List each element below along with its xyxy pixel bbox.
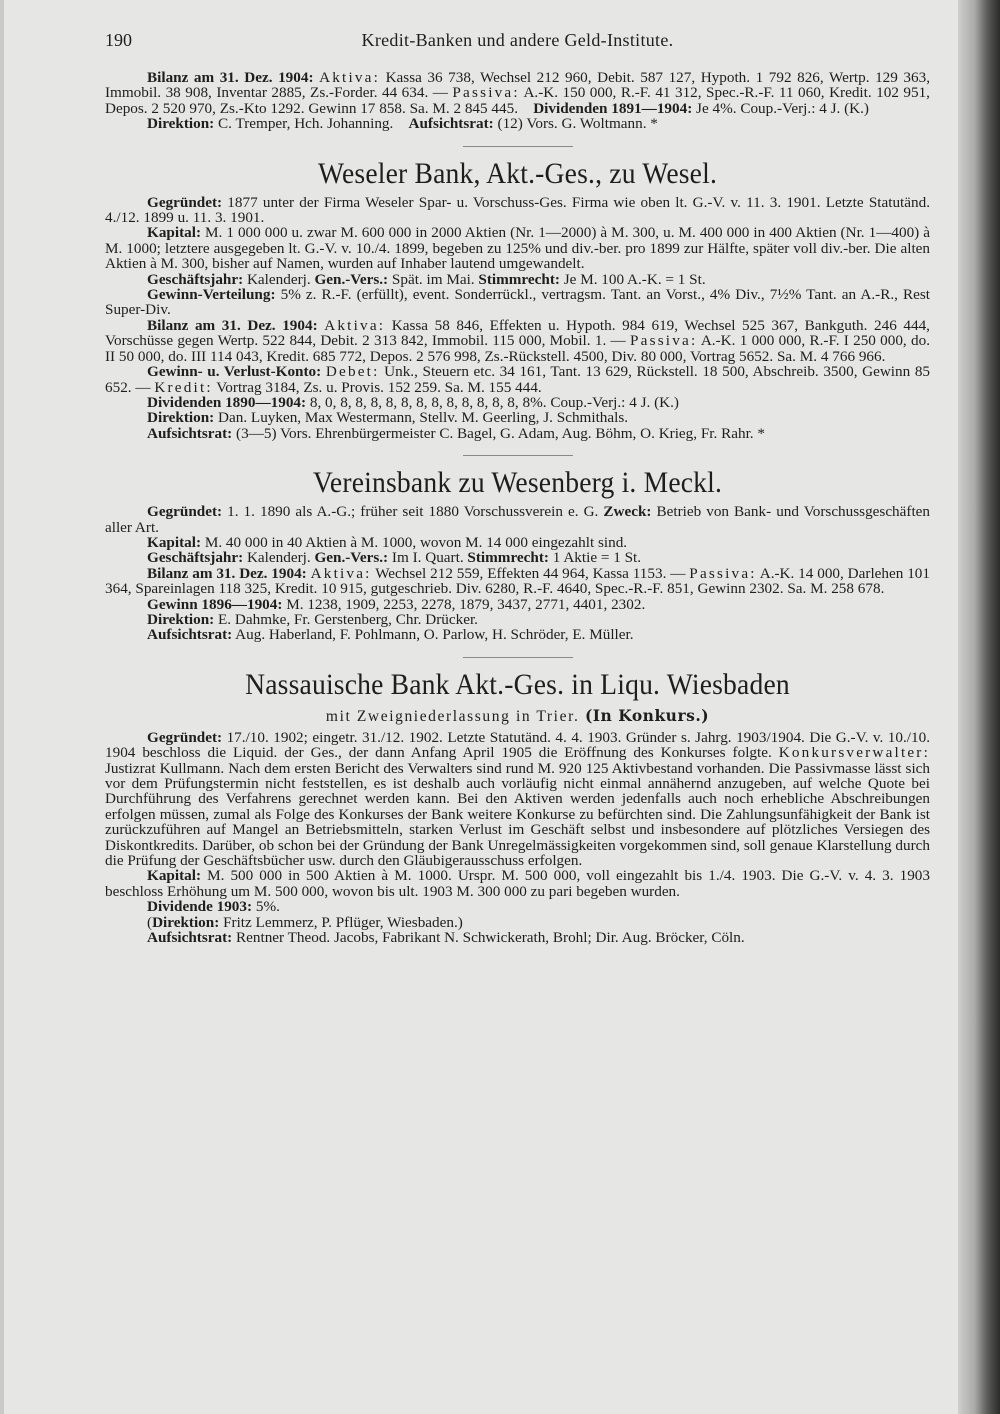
field-text: (12) Vors. G. Woltmann. * (493, 115, 658, 133)
entry-paragraph (105, 867, 934, 900)
entry-paragraph (105, 899, 930, 914)
field-label: Direktion: (147, 409, 215, 427)
field-label: Dividenden 1891—1904: (533, 99, 693, 117)
entry-paragraph (105, 550, 930, 565)
field-text: 5% z. R.-F. (erfüllt), event. Sonderrückl., vertragsm. Tant. an Vorst., 4% Div., 7½% Tant. an A.-R., Rest Super-Div. (105, 286, 934, 319)
running-header (105, 30, 930, 54)
field-text: Betrieb von Bank- und Vorschussgeschäften aller Art. (105, 503, 934, 536)
field-label: Kapital: (147, 224, 202, 242)
entry-paragraph (105, 286, 934, 319)
field-label: Direktion: (147, 610, 215, 628)
spaced-label: Aktiva: (310, 564, 372, 582)
field-label: Gewinn- u. Verlust-Konto: (147, 363, 322, 381)
field-label: Aufsichtsrat: (408, 115, 494, 133)
field-text: 8, 0, 8, 8, 8, 8, 8, 8, 8, 8, 8, 8, 8, 8, 8%. Coup.-Verj.: 4 J. (K.) (306, 393, 679, 411)
field-text: Wechsel 212 559, Effekten 44 964, Kassa 1153. — (371, 564, 690, 582)
company-title: Nassauische Bank Akt.-Ges. in Liqu. Wiesbaden (245, 667, 790, 701)
field-text: M. 1238, 1909, 2253, 2278, 1879, 3437, 2771, 4401, 2302. (282, 595, 646, 613)
field-text: M. 1 000 000 u. zwar M. 600 000 in 2000 Aktien (Nr. 1—2000) à M. 300, u. M. 400 000 in 400 Aktien (Nr. 1—400) à M. 1000; letztere ausgegeben lt. G.-V. v. 10./4. 1899, begeben zu 125% und div.-ber. pro 1899 zur Hälfte, später voll div.-ber. Die alten Aktien à M. 300, bisher auf Namen, wurden auf Inhaber lautend umgewandelt. (105, 224, 934, 273)
company-entry (105, 69, 934, 133)
company-entry (105, 667, 934, 947)
spaced-label: Aktiva: (319, 69, 381, 86)
entry-paragraph (105, 410, 930, 425)
entry-paragraph (105, 915, 930, 930)
scan-left-edge (0, 0, 4, 1414)
entry-paragraph (105, 930, 930, 945)
entry-paragraph (105, 535, 930, 550)
field-label: Dividende 1903: (147, 898, 253, 916)
field-label: Gewinn 1896—1904: (147, 595, 283, 613)
field-text: Dan. Luyken, Max Westermann, Stellv. M. Geerling, J. Schmithals. (214, 409, 629, 427)
field-text: Spät. im Mai. (388, 270, 479, 288)
entry-paragraph (105, 395, 930, 410)
field-label: Gegründet: (147, 503, 223, 521)
entry-paragraph (105, 69, 934, 117)
field-text: Je 4%. Coup.-Verj.: 4 J. (K.) (692, 99, 869, 117)
spaced-label: Konkursverwalter: (778, 744, 930, 762)
field-label: Direktion: (152, 913, 220, 931)
field-text: (3—5) Vors. Ehrenbürgermeister C. Bagel, G. Adam, Aug. Böhm, O. Krieg, Fr. Rahr. * (232, 424, 765, 442)
company-subtitle (105, 706, 930, 727)
spaced-label: Kredit: (154, 378, 213, 396)
field-label: Gen.-Vers.: (314, 549, 389, 567)
entry-paragraph (105, 272, 930, 287)
field-text: Im I. Quart. (388, 549, 468, 567)
field-text: Je M. 100 A.-K. = 1 St. (559, 270, 706, 288)
field-label: Kapital: (147, 533, 202, 551)
entry-paragraph (105, 503, 934, 536)
field-text: ( (147, 913, 153, 931)
field-label: Gewinn-Verteilung: (147, 286, 276, 304)
field-label: Zweck: (603, 503, 652, 521)
field-label: Gen.-Vers.: (314, 270, 389, 288)
field-text: Rentner Theod. Jacobs, Fabrikant N. Schwickerath, Brohl; Dir. Aug. Bröcker, Cöln. (232, 929, 745, 947)
section-divider (463, 455, 573, 456)
spaced-label: Aktiva: (324, 316, 386, 334)
company-title: Vereinsbank zu Wesenberg i. Meckl. (312, 466, 723, 500)
field-text: 17./10. 1902; eingetr. 31./12. 1902. Letzte Statutänd. 4. 4. 1903. Gründer s. Jahrg. 1903/1904. Die G.-V. v. 10./10. 1904 beschloss die Liquid. der Ges., der dann Anfang April 1905 die Eröffnung des Konkurses folgte. (105, 728, 934, 762)
field-label: Geschäftsjahr: (147, 549, 244, 567)
field-text: Unk., Steuern etc. 34 161, Tant. 13 629, Rückstell. 18 500, Abschreib. 3500, Gewinn 85 652. — (105, 363, 934, 396)
section-divider (463, 657, 573, 658)
entry-paragraph (105, 316, 934, 365)
company-title: Weseler Bank, Akt.-Ges., zu Wesel. (317, 156, 718, 190)
section-divider (463, 146, 573, 147)
field-label: Direktion: (147, 115, 215, 133)
field-label: Gegründet: (147, 193, 223, 211)
field-text: E. Dahmke, Fr. Gerstenberg, Chr. Drücker. (214, 610, 478, 628)
field-text: A.-K. 14 000, Darlehen 101 364, Spareinlagen 118 325, Kredit. 10 915, gutgeschrieb. Div. 6280, R.-F. 4640, Spec.-R.-F. 851, Gewinn 2302. Sa. M. 258 678. (105, 564, 934, 598)
field-text: Fritz Lemmerz, P. Pflüger, Wiesbaden.) (219, 913, 463, 931)
status-badge: (In Konkurs.) (584, 705, 710, 725)
field-text: 1. 1. 1890 als A.-G.; früher seit 1880 Vorschussverein e. G. (222, 503, 604, 521)
field-label: Geschäftsjahr: (147, 270, 244, 288)
entry-paragraph (105, 612, 930, 627)
field-label: Dividenden 1890—1904: (147, 393, 307, 411)
field-label: Stimmrecht: (467, 549, 549, 567)
subtitle-text: mit Zweigniederlassung in Trier. (325, 707, 580, 725)
field-text: Aug. Haberland, F. Pohlmann, O. Parlow, H. Schröder, E. Müller. (232, 626, 634, 644)
field-label: Kapital: (147, 867, 202, 885)
running-title: Kredit-Banken und andere Geld-Institute. (361, 30, 674, 50)
page-content (105, 69, 934, 947)
field-text: M. 40 000 in 40 Aktien à M. 1000, wovon M. 14 000 eingezahlt sind. (201, 533, 628, 551)
spaced-label: Passiva: (452, 84, 520, 102)
spaced-label: Passiva: (689, 564, 757, 582)
entry-paragraph (105, 193, 934, 227)
field-text: Kassa 36 738, Wechsel 212 960, Debit. 587 127, Hypoth. 1 792 826, Wertp. 129 363, Immobil. 38 908, Inventar 2885, Zs.-Forder. 44 634. — (105, 69, 934, 102)
spaced-label: Debet: (325, 363, 380, 381)
field-text: 1 Aktie = 1 St. (548, 549, 642, 567)
field-label: Bilanz am 31. Dez. 1904: (147, 564, 307, 582)
field-text: 5%. (252, 898, 280, 916)
field-text: Kalenderj. (243, 549, 315, 567)
field-label: Gegründet: (147, 728, 223, 746)
spaced-label: Passiva: (630, 332, 698, 350)
field-text: Vortrag 3184, Zs. u. Provis. 152 259. Sa. M. 155 444. (212, 378, 542, 396)
field-label: Bilanz am 31. Dez. 1904: (147, 316, 318, 334)
entry-paragraph (105, 564, 934, 598)
field-text: Justizrat Kullmann. Nach dem ersten Bericht des Verwalters sind rund M. 920 125 Aktivbestand vorhanden. Die Passivmasse lässt sich vor dem Prüfungstermin nicht feststellen, es ist deshalb auch vorläufig nicht einmal annähernd anzugeben, auf welche Quote bei Durchführung des Verfahrens gerechnet werden kann. Bei den Aktiven werden jedenfalls auch noch erhebliche Abschreibungen erfolgen müssen, zumal als Folge des Konkurses der Bank weitere Konkurse zu befürchten sind. Die Zahlungsunfähigkeit der Bank ist zurückzuführen auf Mangel an Betriebsmitteln, starken Verlust im Geschäft selbst und insbesondere auf plötzliches Versiegen des Diskontkredits. Darüber, ob schon bei der Gründung der Bank Unregelmässigkeiten vorgekommen sind, soll genaue Klarstellung durch die Prüfung der Geschäftsbücher usw. durch den Gläubigerausschuss erfolgen. (105, 744, 934, 870)
field-label: Aufsichtsrat: (147, 626, 233, 644)
entry-paragraph (105, 728, 934, 870)
entry-paragraph (105, 116, 930, 131)
entry-paragraph (105, 426, 930, 441)
company-entry (105, 466, 934, 644)
field-text: 1877 unter der Firma Weseler Spar- u. Vorschuss-Ges. Firma wie oben lt. G.-V. v. 11. 3. 1901. Letzte Statutänd. 4./12. 1899 u. 11. 3. 1901. (105, 193, 934, 227)
entry-paragraph (105, 363, 934, 396)
company-entry (105, 156, 934, 442)
field-label: Bilanz am 31. Dez. 1904: (147, 69, 314, 86)
field-label: Aufsichtsrat: (147, 929, 233, 947)
field-label: Stimmrecht: (478, 270, 560, 288)
entry-paragraph (105, 224, 934, 273)
field-text: A.-K. 150 000, R.-F. 41 312, Spec.-R.-F. 11 060, Kredit. 102 951, Depos. 2 520 970, Zs.-Kto 1292. Gewinn 17 858. Sa. M. 2 845 445. (105, 84, 934, 117)
field-text: M. 500 000 in 500 Aktien à M. 1000. Urspr. M. 500 000, voll eingezahlt bis 1./4. 1903. Die G.-V. v. 4. 3. 1903 beschloss Erhöhung um M. 500 000, wovon bis ult. 1903 M. 300 000 zu pari begeben wurden. (105, 867, 934, 900)
page-number: 190 (105, 30, 132, 50)
field-text: Kalenderj. (243, 270, 315, 288)
entry-paragraph (105, 627, 930, 642)
entry-paragraph (105, 597, 930, 612)
field-text: Kassa 58 846, Effekten u. Hypoth. 984 619, Wechsel 525 367, Bankguth. 246 444, Vorschüsse gegen Wertp. 522 844, Debit. 2 313 842, Immobil. 115 000, Mobil. 1. — (105, 316, 934, 350)
field-text: A.-K. 1 000 000, R.-F. I 250 000, do. II 50 000, do. III 114 043, Kredit. 685 772, Depos. 2 576 998, Zs.-Rückstell. 4500, Div. 80 000, Vortrag 5652. Sa. M. 4 766 966. (105, 332, 934, 365)
field-text: C. Tremper, Hch. Johanning. (214, 115, 409, 133)
field-label: Aufsichtsrat: (147, 424, 233, 442)
scan-right-edge (958, 0, 1000, 1414)
